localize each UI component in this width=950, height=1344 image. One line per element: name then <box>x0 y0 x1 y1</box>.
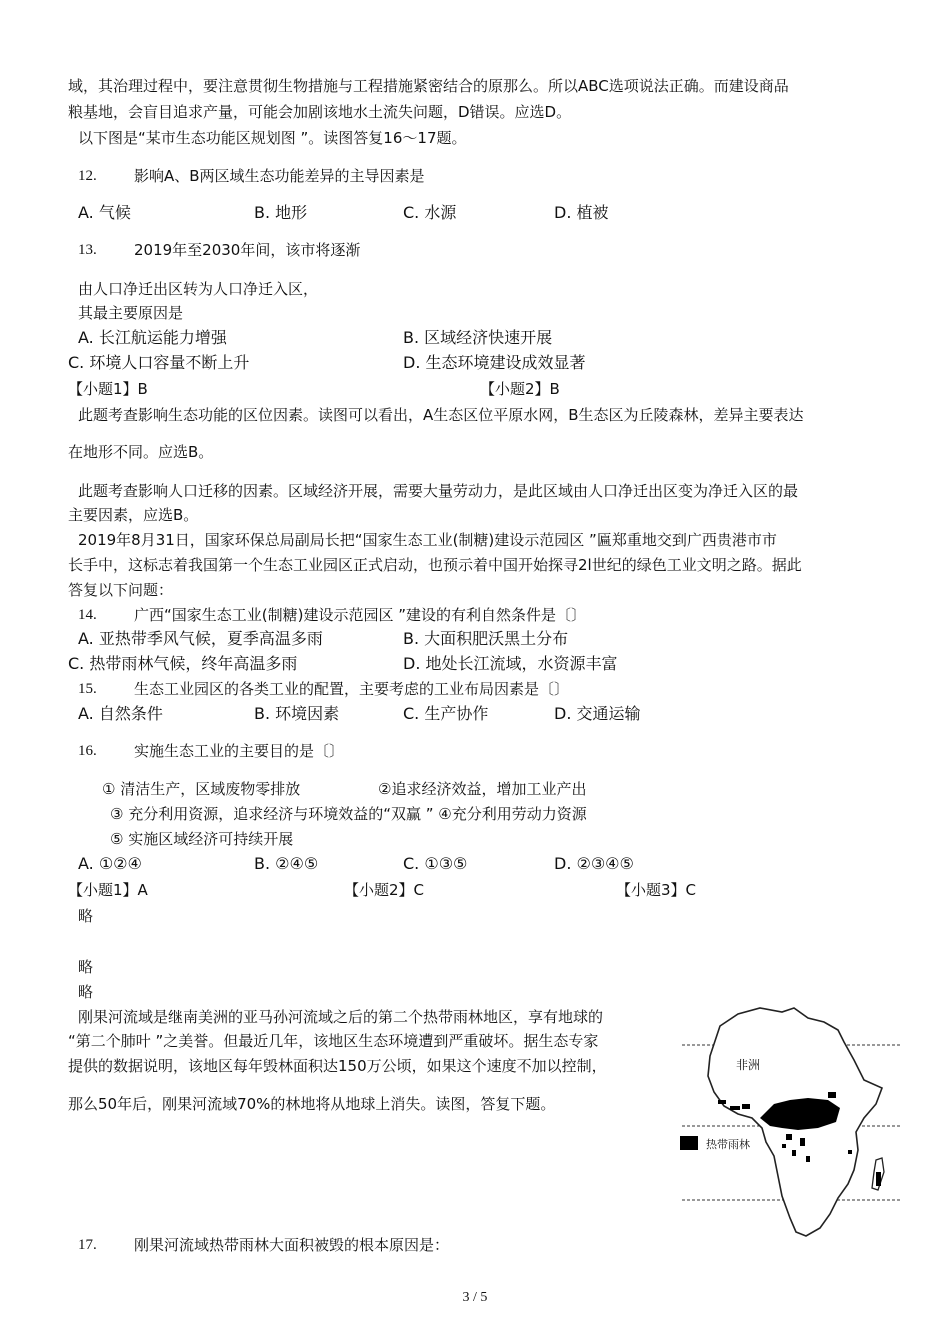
intro-line-1: 域，其治理过程中，要注意贯彻生物措施与工程措施紧密结合的原那么。所以ABC选项说法正确。而建设商品 <box>68 77 789 95</box>
answer-2-2: 【小题2】C <box>344 881 425 899</box>
q15-option-c: C. 生产协作 <box>403 704 489 723</box>
intro2-line-1: 2019年8月31日，国家环保总局副局长把“国家生态工业(制糖)建设示范园区 ”匾郑重地交到广西贵港市市 <box>78 531 777 549</box>
q12-option-d: D. 植被 <box>554 203 609 222</box>
answer-2-3: 【小题3】C <box>616 881 697 899</box>
q12-option-b: B. 地形 <box>254 203 308 222</box>
q14-option-d: D. 地处长江流域，水资源丰富 <box>403 654 618 673</box>
congo-line-3: 提供的数据说明，该地区每年毁林面积达150万公顷，如果这个速度不加以控制， <box>68 1057 607 1075</box>
africa-map-svg <box>678 1000 902 1240</box>
q14-option-b: B. 大面积肥沃黑土分布 <box>403 629 569 648</box>
q16-stem: 实施生态工业的主要目的是〔〕 <box>134 742 345 760</box>
brief-2: 略 <box>78 958 94 976</box>
q12-option-a: A. 气候 <box>78 203 131 222</box>
legend-label: 热带雨林 <box>706 1138 750 1151</box>
q13-stem-3: 其最主要原因是 <box>78 304 184 322</box>
continent-label: 非洲 <box>736 1058 761 1072</box>
q13-option-b: B. 区域经济快速开展 <box>403 328 553 347</box>
q17-number: 17. <box>78 1237 97 1253</box>
q14-option-c: C. 热带雨林气候，终年高温多雨 <box>68 654 298 673</box>
q15-number: 15. <box>78 681 97 697</box>
q14-option-a: A. 亚热带季风气候，夏季高温多雨 <box>78 629 323 648</box>
intro-line-3: 以下图是“某市生态功能区规划图 ”。读图答复16～17题。 <box>78 129 467 147</box>
q16-option-b: B. ②④⑤ <box>254 854 319 873</box>
q13-stem-2: 由人口净迁出区转为人口净迁入区， <box>78 280 319 298</box>
legend-swatch <box>680 1136 698 1150</box>
explain-line-4: 主要因素，应选B。 <box>68 506 199 524</box>
q15-option-a: A. 自然条件 <box>78 704 163 723</box>
q13-option-c: C. 环境人口容量不断上升 <box>68 353 250 372</box>
q16-item-3: ③ 充分利用资源，追求经济与环境效益的“双赢 ” ④充分利用劳动力资源 <box>110 805 587 823</box>
page-number: 3 / 5 <box>462 1290 488 1305</box>
q15-stem: 生态工业园区的各类工业的配置，主要考虑的工业布局因素是〔〕 <box>134 680 570 698</box>
africa-rainforest-map <box>678 1000 902 1240</box>
intro2-line-2: 长手中，这标志着我国第一个生态工业园区正式启动，也预示着中国开始探寻2l世纪的绿色工业文明之路。据此 <box>68 556 802 574</box>
q16-option-d: D. ②③④⑤ <box>554 854 634 873</box>
q16-option-c: C. ①③⑤ <box>403 854 468 873</box>
q15-option-d: D. 交通运输 <box>554 704 641 723</box>
q16-item-5: ⑤ 实施区域经济可持续开展 <box>110 830 294 848</box>
q16-option-a: A. ①②④ <box>78 854 142 873</box>
q17-stem: 刚果河流域热带雨林大面积被毁的根本原因是： <box>134 1236 450 1254</box>
q12-stem: 影响A、B两区域生态功能差异的主导因素是 <box>134 167 425 185</box>
congo-line-4: 那么50年后，刚果河流域70%的林地将从地球上消失。读图，答复下题。 <box>68 1095 556 1113</box>
explain-line-3: 此题考查影响人口迁移的因素。区域经济开展，需要大量劳动力，是此区域由人口净迁出区变为净迁入区的最 <box>78 482 799 500</box>
brief-3: 略 <box>78 983 94 1001</box>
answer-1-2: 【小题2】B <box>480 380 560 398</box>
congo-line-1: 刚果河流域是继南美洲的亚马孙河流域之后的第二个热带雨林地区，享有地球的 <box>78 1008 604 1026</box>
brief-1: 略 <box>78 907 94 925</box>
q14-number: 14. <box>78 607 97 623</box>
q16-item-1: ① 清洁生产，区域废物零排放 <box>102 780 301 798</box>
q13-option-a: A. 长江航运能力增强 <box>78 328 227 347</box>
answer-1-1: 【小题1】B <box>68 380 148 398</box>
q13-stem: 2019年至2030年间，该市将逐渐 <box>134 241 361 259</box>
intro2-line-3: 答复以下问题： <box>68 581 174 599</box>
intro-line-2: 粮基地，会盲目追求产量，可能会加剧该地水土流失问题，D错误。应选D。 <box>68 103 572 121</box>
q14-stem: 广西“国家生态工业(制糖)建设示范园区 ”建设的有利自然条件是〔〕 <box>134 606 587 624</box>
congo-line-2: “第二个肺叶 ”之美誉。但最近几年，该地区生态环境遭到严重破坏。据生态专家 <box>68 1032 599 1050</box>
q12-option-c: C. 水源 <box>403 203 457 222</box>
q16-item-2: ②追求经济效益，增加工业产出 <box>378 780 587 798</box>
answer-2-1: 【小题1】A <box>68 881 148 899</box>
q13-number: 13. <box>78 242 97 258</box>
q12-number: 12. <box>78 168 97 184</box>
q15-option-b: B. 环境因素 <box>254 704 340 723</box>
explain-line-2: 在地形不同。应选B。 <box>68 443 214 461</box>
q16-number: 16. <box>78 743 97 759</box>
q13-option-d: D. 生态环境建设成效显著 <box>403 353 586 372</box>
explain-line-1: 此题考查影响生态功能的区位因素。读图可以看出，A生态区位平原水网，B生态区为丘陵森林，差异主要表达 <box>78 406 804 424</box>
